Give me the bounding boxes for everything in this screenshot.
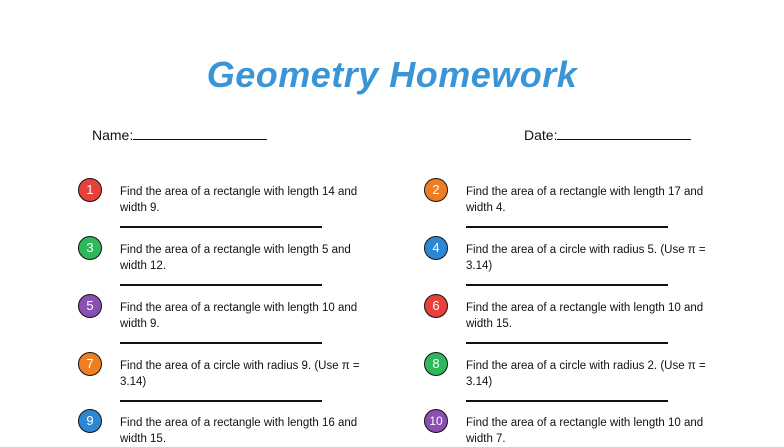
question-text: Find the area of a rectangle with length 14 and width 9.: [120, 186, 358, 214]
question-number-badge: 7: [78, 352, 102, 376]
name-blank-line[interactable]: [133, 126, 267, 140]
question-number-badge: 3: [78, 236, 102, 260]
answer-line[interactable]: [120, 226, 322, 228]
answer-line[interactable]: [466, 284, 668, 286]
question-text: Find the area of a rectangle with length 16 and width 15.: [120, 417, 358, 445]
question-text: Find the area of a rectangle with length 5 and width 12.: [120, 244, 351, 272]
answer-line[interactable]: [120, 342, 322, 344]
question-number-badge: 9: [78, 409, 102, 433]
question-number-badge: 2: [424, 178, 448, 202]
page-title: Geometry Homework: [206, 54, 578, 95]
question-text: Find the area of a circle with radius 2. (Use π = 3.14): [466, 360, 706, 388]
answer-line[interactable]: [120, 400, 322, 402]
question-text: Find the area of a rectangle with length 10 and width 15.: [466, 302, 704, 330]
answer-line[interactable]: [466, 226, 668, 228]
date-blank-line[interactable]: [557, 126, 691, 140]
question-text: Find the area of a rectangle with length 10 and width 7.: [466, 417, 704, 445]
question-number-badge: 6: [424, 294, 448, 318]
question-text: Find the area of a circle with radius 9. (Use π = 3.14): [120, 360, 360, 388]
question-text: Find the area of a rectangle with length 10 and width 9.: [120, 302, 358, 330]
question-number-badge: 4: [424, 236, 448, 260]
name-label: Name:: [92, 127, 134, 143]
answer-line[interactable]: [120, 284, 322, 286]
question-number-badge: 10: [424, 409, 448, 433]
question-text: Find the area of a circle with radius 5. (Use π = 3.14): [466, 244, 706, 272]
question-number-badge: 1: [78, 178, 102, 202]
date-field[interactable]: [524, 126, 691, 143]
name-field[interactable]: [92, 126, 267, 143]
date-label: Date:: [524, 127, 558, 143]
answer-line[interactable]: [466, 400, 668, 402]
question-text: Find the area of a rectangle with length 17 and width 4.: [466, 186, 704, 214]
question-number-badge: 5: [78, 294, 102, 318]
question-number-badge: 8: [424, 352, 448, 376]
answer-line[interactable]: [466, 342, 668, 344]
